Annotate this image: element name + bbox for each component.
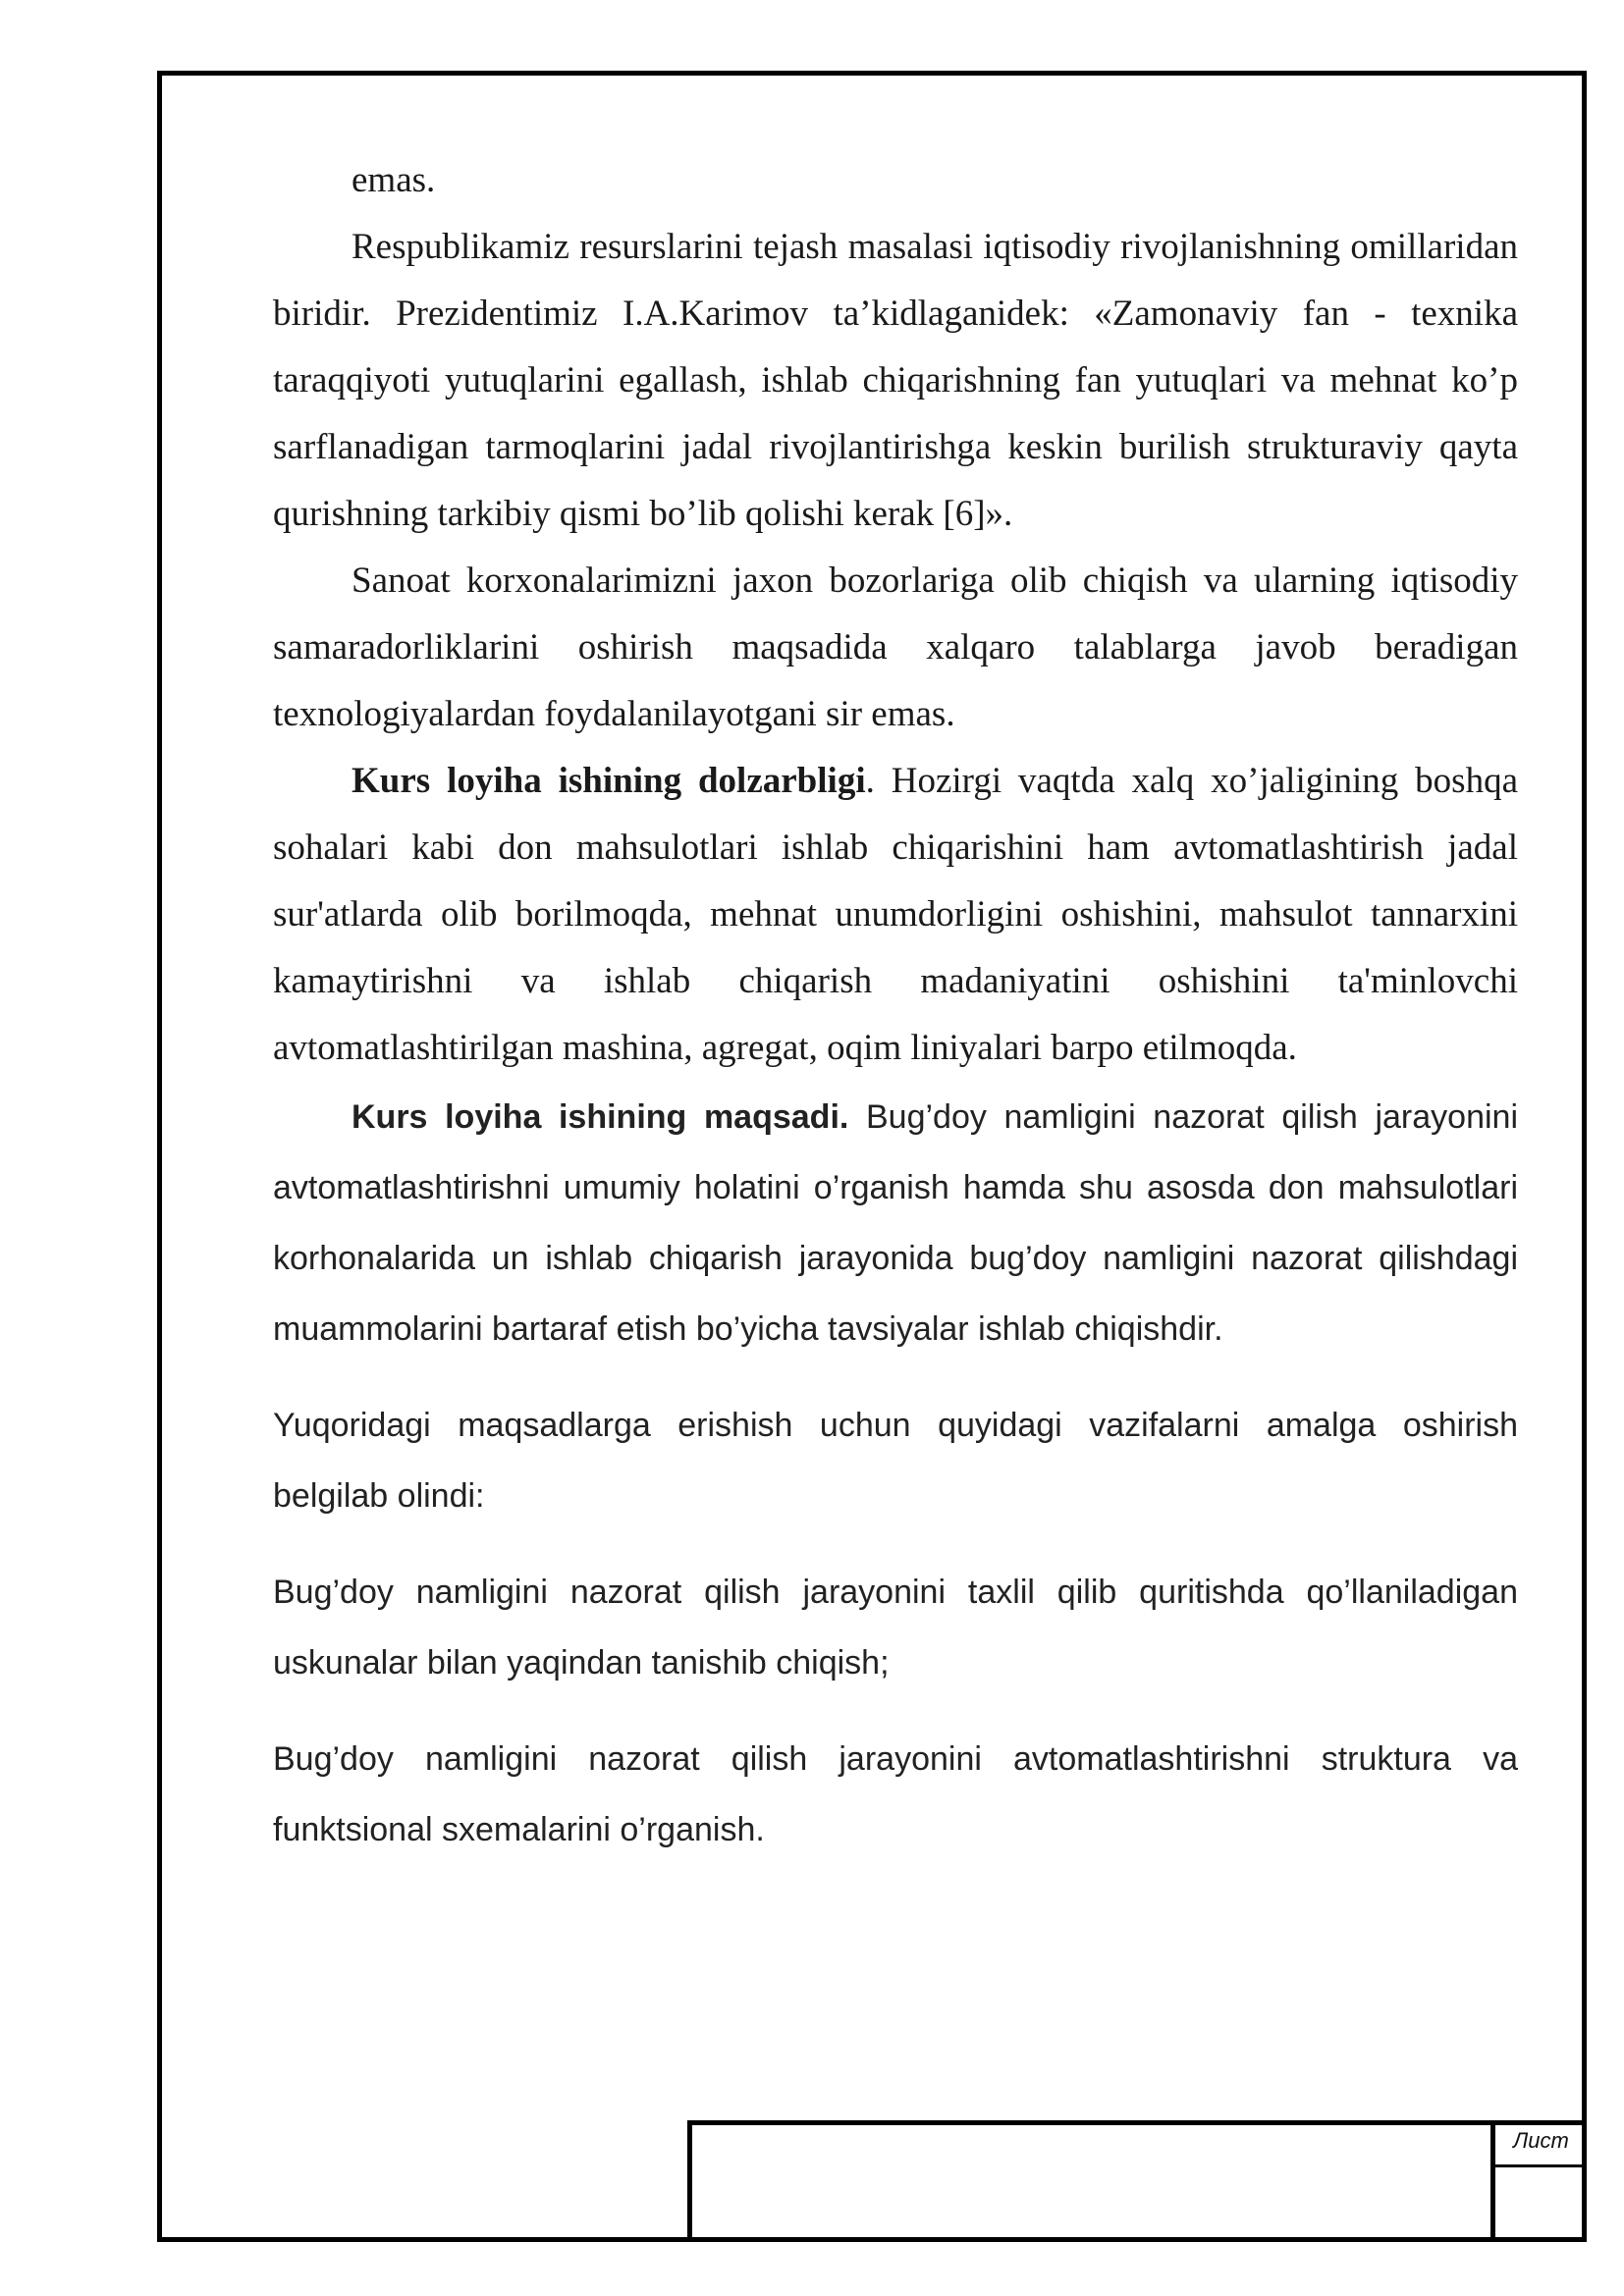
paragraph-task-2: Bug’doy namligini nazorat qilish jarayonini avtomatlashtirishni struktura va funktsional sxemalarini o’rganish. <box>273 1740 1518 1848</box>
title-block <box>687 2120 1587 2242</box>
paragraph-task-1: Bug’doy namligini nazorat qilish jarayonini taxlil qilib quritishda qo’llaniladigan uskunalar bilan yaqindan tanishib chiqish; <box>273 1574 1518 1682</box>
paragraph-relevance <box>273 748 1518 1082</box>
goal-heading: Kurs loyiha ishining maqsadi. <box>352 1098 849 1136</box>
paragraph-resources: Respublikamiz resurslarini tejash masalasi iqtisodiy rivojlanishning omillaridan biridir. Prezidentimiz I.A.Karimov ta’kidlaganidek: «Zamonaviy fan - texnika taraqqiyoti yutuqlarini egallash, ishlab chiqarishning fan yutuqlari va mehnat ko’p sarflanadigan tarmoqlarini jadal rivojlantirishga keskin burilish strukturaviy qayta qurishning tarkibiy qismi bo’lib qolishi kerak [6]». <box>273 227 1518 534</box>
paragraph-industry: Sanoat korxonalarimizni jaxon bozorlariga olib chiqish va ularning iqtisodiy samaradorliklarini oshirish maqsadida xalqaro talablarga javob beradigan texnologiyalardan foydalanilayotgani sir emas. <box>273 561 1518 734</box>
paragraph-goal <box>273 1082 1518 1364</box>
goal-text: Bug’doy namligini nazorat qilish jarayonini avtomatlashtirishni umumiy holatini o’rganish hamda shu asosda don mahsulotlari korhonalarida un ishlab chiqarish jarayonida bug’doy namligini nazorat qilishdagi muammolarini bartaraf etish bo’yicha tavsiyalar ishlab chiqishdir. <box>273 1098 1518 1348</box>
relevance-text: . Hozirgi vaqtda xalq xo’jaligining boshqa sohalari kabi don mahsulotlari ishlab chiqarishini ham avtomatlashtirish jadal sur'atlarda olib borilmoqda, mehnat unumdorligini oshishini, mahsulot tannarxini kamaytirishni va ishlab chiqarish madaniyatini oshishini ta'minlovchi avtomatlashtirilgan mashina, agregat, oqim liniyalari barpo etilmoqda. <box>273 761 1518 1068</box>
sheet-label: Лист <box>1495 2120 1587 2167</box>
paragraph-continuation: emas. <box>352 160 436 200</box>
sheet-number-cell <box>1490 2120 1587 2242</box>
document-body <box>273 147 1518 1865</box>
relevance-heading: Kurs loyiha ishining dolzarbligi <box>352 761 866 801</box>
paragraph-tasks-intro: Yuqoridagi maqsadlarga erishish uchun quyidagi vazifalarni amalga oshirish belgilab olindi: <box>273 1407 1518 1515</box>
